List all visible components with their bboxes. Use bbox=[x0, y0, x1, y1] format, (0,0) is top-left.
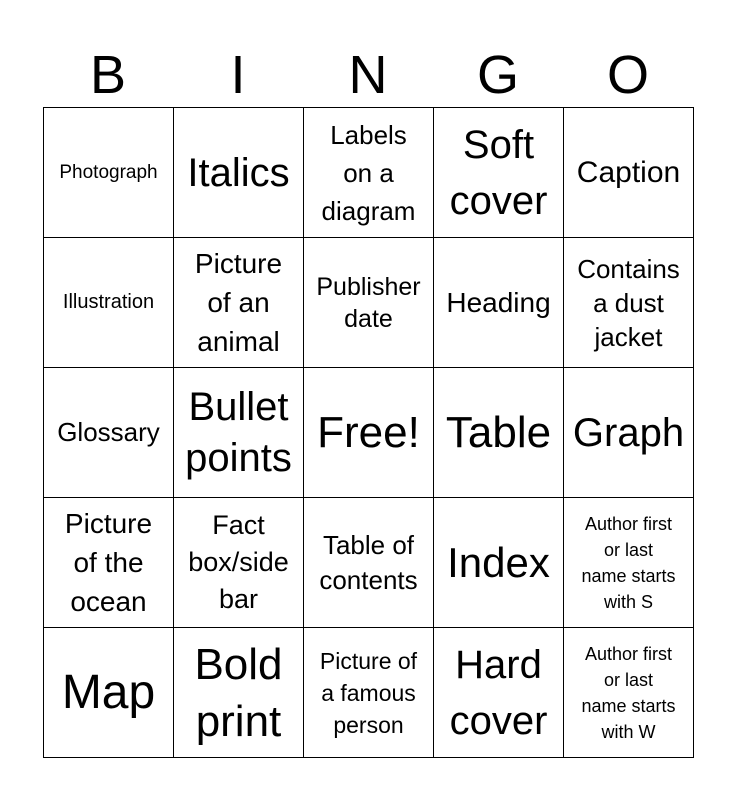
bingo-cell-r2-c1[interactable] bbox=[44, 238, 174, 368]
bingo-cell-r3-c3[interactable] bbox=[304, 368, 434, 498]
cell-label: Italics bbox=[187, 150, 290, 195]
bingo-cell-r4-c2[interactable] bbox=[174, 498, 304, 628]
bingo-cell-r5-c5[interactable] bbox=[564, 628, 694, 758]
header-letter-o: O bbox=[606, 45, 649, 105]
bingo-cell-r2-c5[interactable] bbox=[564, 238, 694, 368]
bingo-cell-r5-c4[interactable] bbox=[434, 628, 564, 758]
cell-label: Bold print bbox=[194, 639, 283, 746]
bingo-cell-r1-c1[interactable] bbox=[44, 108, 174, 238]
bingo-cell-r1-c2[interactable] bbox=[174, 108, 304, 238]
cell-label: Graph bbox=[572, 410, 685, 455]
cell-label: Picture of the ocean bbox=[64, 508, 153, 617]
bingo-cell-r1-c5[interactable] bbox=[564, 108, 694, 238]
cell-label: Index bbox=[447, 539, 550, 586]
bingo-cell-r4-c1[interactable] bbox=[44, 498, 174, 628]
cell-label: Caption bbox=[576, 156, 681, 189]
bingo-cell-r4-c4[interactable] bbox=[434, 498, 564, 628]
bingo-cell-r2-c4[interactable] bbox=[434, 238, 564, 368]
cell-label: Table bbox=[445, 408, 552, 457]
bingo-cell-r3-c2[interactable] bbox=[174, 368, 304, 498]
bingo-cell-r5-c2[interactable] bbox=[174, 628, 304, 758]
cell-label: Contains a dust jacket bbox=[577, 253, 680, 352]
bingo-header bbox=[43, 42, 693, 108]
bingo-cell-r3-c4[interactable] bbox=[434, 368, 564, 498]
bingo-cell-r1-c3[interactable] bbox=[304, 108, 434, 238]
bingo-cell-r5-c1[interactable] bbox=[44, 628, 174, 758]
cell-label: Author first or last name starts with W bbox=[581, 643, 676, 742]
cell-label: Illustration bbox=[62, 291, 155, 313]
header-letter-n: N bbox=[348, 45, 388, 105]
cell-label: Table of contents bbox=[319, 529, 418, 595]
header-letter-i: I bbox=[230, 45, 246, 105]
cell-label: Picture of an animal bbox=[194, 248, 283, 357]
cell-label: Labels on a diagram bbox=[321, 119, 416, 226]
bingo-cell-r2-c2[interactable] bbox=[174, 238, 304, 368]
bingo-cell-r3-c1[interactable] bbox=[44, 368, 174, 498]
bingo-cell-r5-c3[interactable] bbox=[304, 628, 434, 758]
bingo-board bbox=[43, 107, 694, 758]
cell-label: Author first or last name starts with S bbox=[581, 513, 676, 612]
cell-label: Hard cover bbox=[449, 642, 548, 743]
cell-label: Publisher date bbox=[316, 272, 421, 333]
cell-label: Picture of a famous person bbox=[319, 647, 418, 738]
bingo-cell-r4-c5[interactable] bbox=[564, 498, 694, 628]
cell-label: Photograph bbox=[59, 162, 158, 183]
bingo-cell-r3-c5[interactable] bbox=[564, 368, 694, 498]
cell-label: Free! bbox=[317, 408, 420, 457]
cell-label: Fact box/side bar bbox=[188, 510, 289, 614]
cell-label: Bullet points bbox=[185, 384, 292, 480]
cell-label: Map bbox=[61, 665, 156, 719]
cell-label: Soft cover bbox=[449, 122, 548, 223]
cell-label: Glossary bbox=[57, 417, 160, 447]
cell-label: Heading bbox=[446, 287, 551, 318]
header-letter-g: G bbox=[476, 45, 519, 105]
header-letter-b: B bbox=[89, 45, 127, 105]
bingo-cell-r4-c3[interactable] bbox=[304, 498, 434, 628]
bingo-cell-r2-c3[interactable] bbox=[304, 238, 434, 368]
bingo-cell-r1-c4[interactable] bbox=[434, 108, 564, 238]
